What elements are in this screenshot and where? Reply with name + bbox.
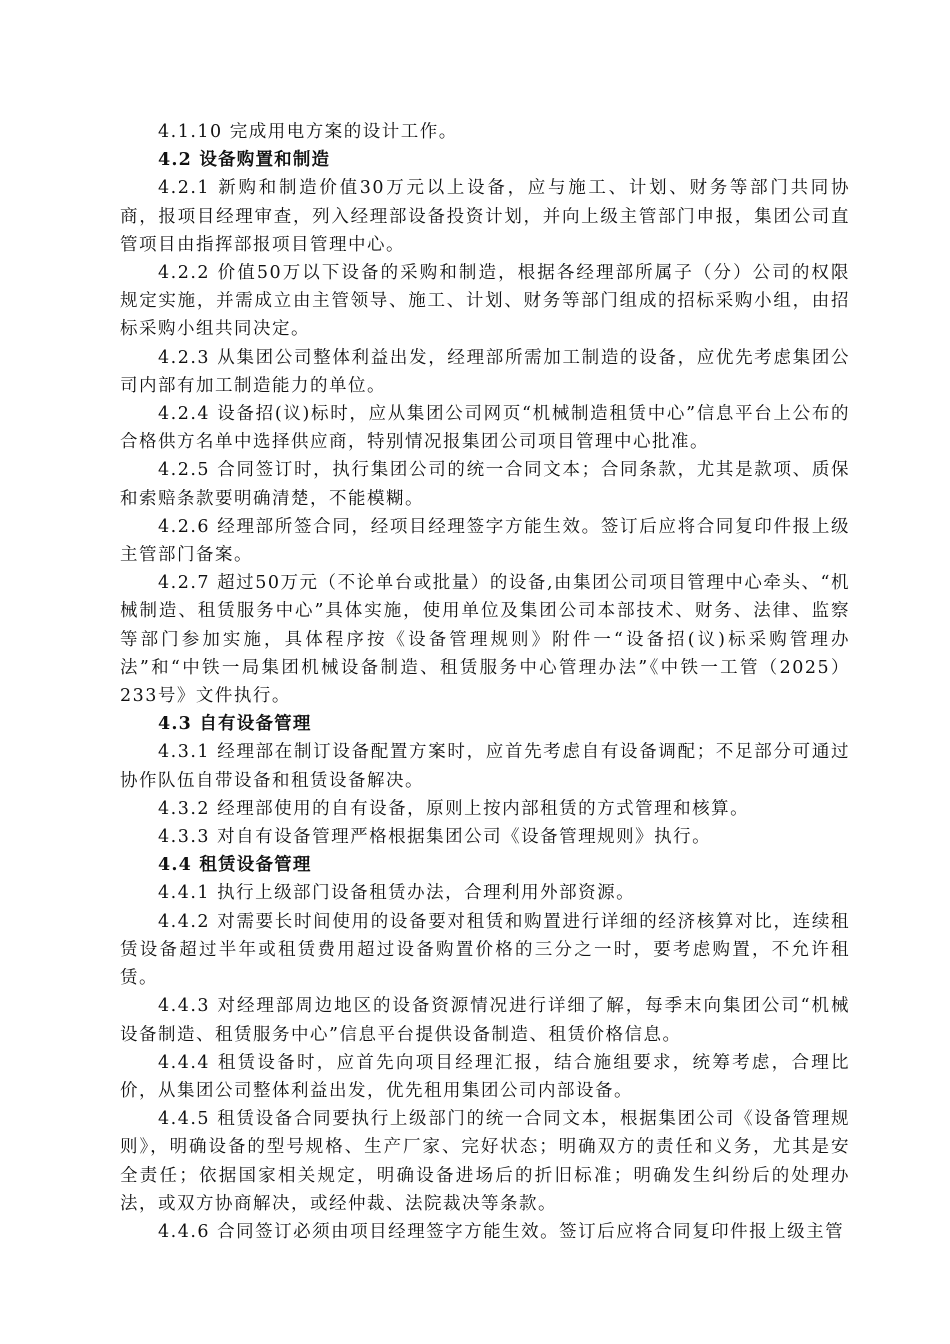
- clause-4-4-5: 4.4.5 租赁设备合同要执行上级部门的统一合同文本，根据集团公司《设备管理规则》，明确设备的型号规格、生产厂家、完好状态；明确双方的责任和义务，尤其是安全责任；依据国家相关规定，明确设备进场后的折旧标准；明确发生纠纷后的处理办法，或双方协商解决，或经仲裁、法院裁决等条款。: [120, 1109, 850, 1214]
- clause-4-1-10: 4.1.10 完成用电方案的设计工作。: [158, 122, 458, 142]
- section-heading-4-2: 4.2 设备购置和制造: [158, 150, 331, 171]
- clause-4-4-4: 4.4.4 租赁设备时，应首先向项目经理汇报，结合施组要求，统筹考虑，合理比价，从集团公司整体利益出发，优先租用集团公司内部设备。: [120, 1052, 850, 1101]
- clause-4-4-1: 4.4.1 执行上级部门设备租赁办法，合理利用外部资源。: [158, 883, 636, 904]
- clause-4-2-2: 4.2.2 价值50万以下设备的采购和制造，根据各经理部所属子（分）公司的权限规定实施，并需成立由主管领导、施工、计划、财务等部门组成的招标采购小组，由招标采购小组共同决定。: [120, 263, 850, 340]
- clause-4-2-4: 4.2.4 设备招(议)标时，应从集团公司网页“机械制造租赁中心”信息平台上公布的合格供方名单中选择供应商，特别情况报集团公司项目管理中心批准。: [120, 404, 850, 453]
- clause-4-2-6: 4.2.6 经理部所签合同，经项目经理签字方能生效。签订后应将合同复印件报上级主管部门备案。: [120, 516, 850, 566]
- clause-4-2-5: 4.2.5 合同签订时，执行集团公司的统一合同文本；合同条款，尤其是款项、质保和索赔条款要明确清楚，不能模糊。: [120, 460, 850, 509]
- clause-4-4-2: 4.4.2 对需要长时间使用的设备要对租赁和购置进行详细的经济核算对比，连续租赁设备超过半年或租赁费用超过设备购置价格的三分之一时，要考虑购置，不允许租赁。: [120, 911, 850, 989]
- clause-4-2-3: 4.2.3 从集团公司整体利益出发，经理部所需加工制造的设备，应优先考虑集团公司内部有加工制造能力的单位。: [120, 347, 850, 396]
- section-heading-4-3: 4.3 自有设备管理: [158, 714, 312, 735]
- section-heading-4-4: 4.4 租赁设备管理: [158, 855, 312, 876]
- clause-4-2-7: 4.2.7 超过50万元（不论单台或批量）的设备,由集团公司项目管理中心牵头、“机械制造、租赁服务中心”具体实施，使用单位及集团公司本部技术、财务、法律、监察等部门参加实施，具体程序按《设备管理规则》附件一“设备招(议)标采购管理办法”和“中铁一局集团机械设备制造、租赁服务中心管理办法”《中铁一工管（2025）233号》文件执行。: [120, 573, 850, 707]
- clause-4-3-1: 4.3.1 经理部在制订设备配置方案时，应首先考虑自有设备调配；不足部分可通过协作队伍自带设备和租赁设备解决。: [120, 742, 850, 791]
- clause-4-2-1: 4.2.1 新购和制造价值30万元以上设备，应与施工、计划、财务等部门共同协商，报项目经理审查，列入经理部设备投资计划，并向上级主管部门申报，集团公司直管项目由指挥部报项目管理中心。: [120, 178, 850, 255]
- clause-4-3-2: 4.3.2 经理部使用的自有设备，原则上按内部租赁的方式管理和核算。: [158, 798, 750, 819]
- clause-4-4-3: 4.4.3 对经理部周边地区的设备资源情况进行详细了解，每季末向集团公司“机械设备制造、租赁服务中心”信息平台提供设备制造、租赁价格信息。: [120, 996, 850, 1045]
- clause-4-3-3: 4.3.3 对自有设备管理严格根据集团公司《设备管理规则》执行。: [158, 827, 712, 848]
- clause-4-4-6: 4.4.6 合同签订必须由项目经理签字方能生效。签订后应将合同复印件报上级主管: [158, 1221, 845, 1242]
